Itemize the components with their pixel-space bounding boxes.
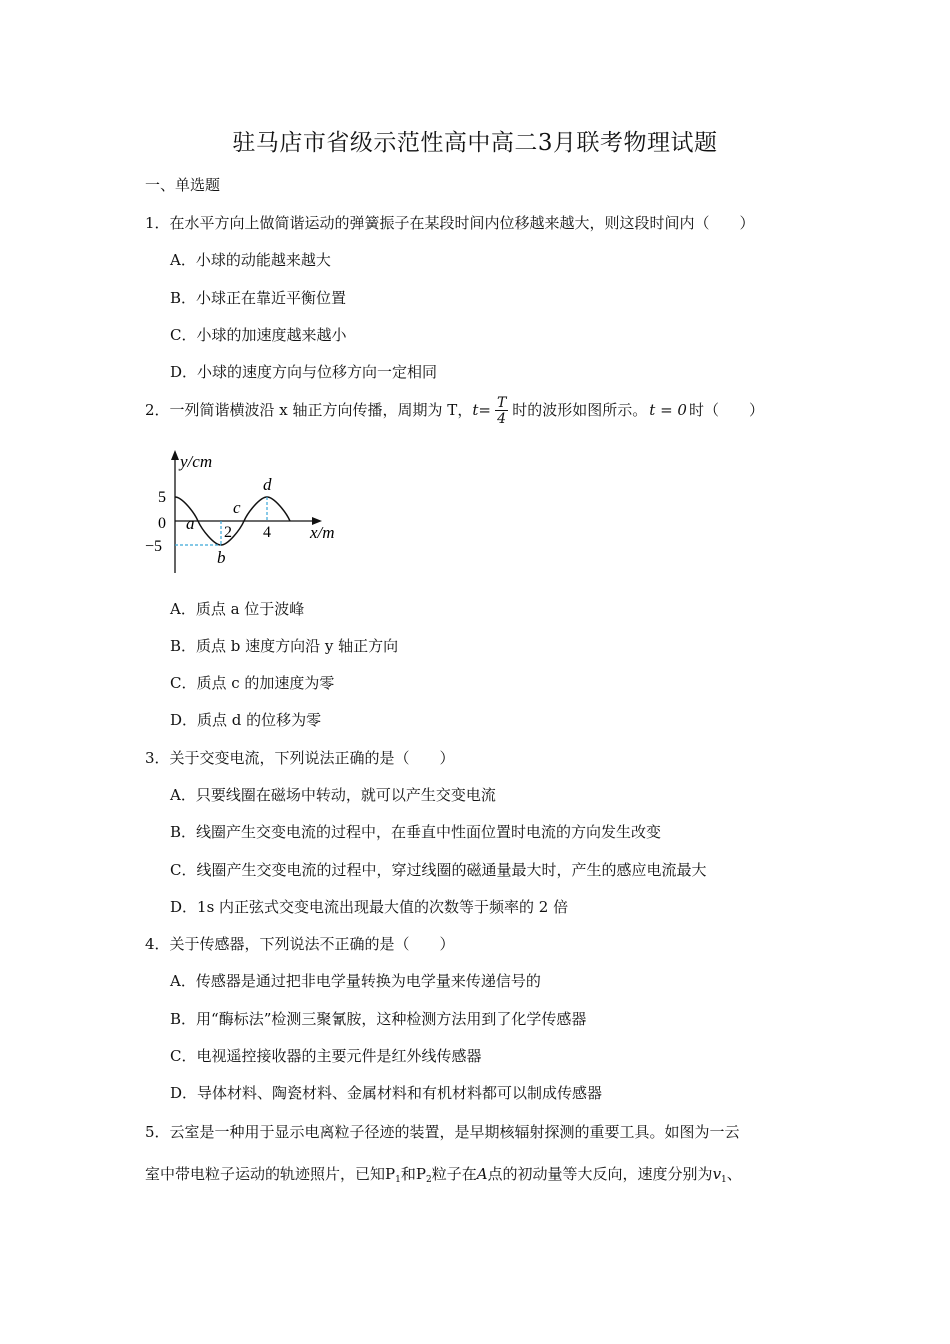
question-1-option-a: A．小球的动能越来越大	[170, 251, 331, 269]
question-3-option-d: D．1s 内正弦式交变电流出现最大值的次数等于频率的 2 倍	[170, 898, 569, 916]
question-4-stem: 4．关于传感器，下列说法不正确的是（ ）	[145, 935, 455, 953]
t-variable: t	[472, 401, 479, 419]
p2-symbol: P	[415, 1165, 426, 1183]
question-3-stem: 3．关于交变电流，下列说法正确的是（ ）	[145, 749, 455, 767]
question-5-line-1: 5．云室是一种用于显示电离粒子径迹的装置，是早期核辐射探测的重要工具。如图为一云	[145, 1123, 740, 1141]
fraction-t-over-4	[495, 396, 508, 426]
point-A-symbol: A	[476, 1165, 488, 1183]
question-2-option-a: A．质点 a 位于波峰	[170, 600, 305, 618]
question-4-option-a: A．传感器是通过把非电学量转换为电学量来传递信号的	[170, 972, 541, 990]
question-1-option-c: C．小球的加速度越来越小	[170, 326, 347, 344]
question-5-mid2: 点的初动量等大反向，速度分别为	[487, 1165, 713, 1183]
y-axis-arrow	[171, 450, 179, 460]
t-zero: t = 0	[649, 401, 687, 419]
question-2-option-c: C．质点 c 的加速度为零	[170, 674, 335, 692]
fraction-numerator: T	[496, 395, 507, 411]
x-tick-4: 4	[263, 524, 271, 541]
question-4-option-b: B．用“酶标法”检测三聚氰胺，这种检测方法用到了化学传感器	[170, 1010, 587, 1028]
y-tick-5: 5	[158, 489, 166, 506]
question-5-line-2	[145, 1163, 742, 1185]
question-2-stem-pre: 2．一列简谐横波沿 x 轴正方向传播，周期为 T，	[145, 401, 473, 419]
point-a-label: a	[186, 514, 195, 533]
p1-subscript: 1	[395, 1175, 401, 1185]
x-axis-label: x/m	[310, 523, 335, 542]
page-title: 驻马店市省级示范性高中高二3月联考物理试题	[232, 130, 718, 156]
y-tick-0: 0	[158, 515, 166, 532]
p2-subscript: 2	[425, 1175, 432, 1185]
equals-sign: =	[478, 401, 491, 419]
section-heading: 一、单选题	[145, 176, 221, 194]
v1-symbol: v	[712, 1165, 722, 1183]
question-2-stem-mid: 时的波形如图所示。	[512, 401, 648, 419]
question-1-stem: 1．在水平方向上做简谐运动的弹簧振子在某段时间内位移越来越大，则这段时间内（ ）	[145, 214, 755, 232]
question-1-option-b: B．小球正在靠近平衡位置	[170, 289, 347, 307]
y-axis-label: y/cm	[180, 452, 213, 471]
p1-symbol: P	[385, 1165, 396, 1183]
question-3-option-b: B．线圈产生交变电流的过程中，在垂直中性面位置时电流的方向发生改变	[170, 823, 662, 841]
and-word: 和	[400, 1165, 416, 1183]
question-5-line-2-pre: 室中带电粒子运动的轨迹照片，已知	[145, 1165, 386, 1183]
point-b-label: b	[217, 548, 226, 567]
point-c-label: c	[233, 498, 241, 517]
x-tick-2: 2	[224, 524, 232, 541]
question-3-option-c: C．线圈产生交变电流的过程中，穿过线圈的磁通量最大时，产生的感应电流最大	[170, 861, 707, 879]
question-4-option-c: C．电视遥控接收器的主要元件是红外线传感器	[170, 1047, 482, 1065]
question-1-option-d: D．小球的速度方向与位移方向一定相同	[170, 363, 438, 381]
question-2-option-b: B．质点 b 速度方向沿 y 轴正方向	[170, 637, 399, 655]
wave-figure	[140, 448, 360, 578]
question-2-stem	[145, 396, 764, 426]
question-2-stem-post: 时（ ）	[688, 401, 764, 419]
v1-subscript: 1	[721, 1175, 727, 1185]
question-5-tail: 、	[726, 1165, 742, 1183]
question-5-mid: 粒子在	[431, 1165, 477, 1183]
question-4-option-d: D．导体材料、陶瓷材料、金属材料和有机材料都可以制成传感器	[170, 1084, 603, 1102]
point-d-label: d	[263, 475, 272, 494]
fraction-denominator: 4	[497, 411, 507, 427]
question-3-option-a: A．只要线圈在磁场中转动，就可以产生交变电流	[170, 786, 496, 804]
question-2-option-d: D．质点 d 的位移为零	[170, 711, 322, 729]
y-tick-minus-5: −5	[145, 538, 163, 555]
